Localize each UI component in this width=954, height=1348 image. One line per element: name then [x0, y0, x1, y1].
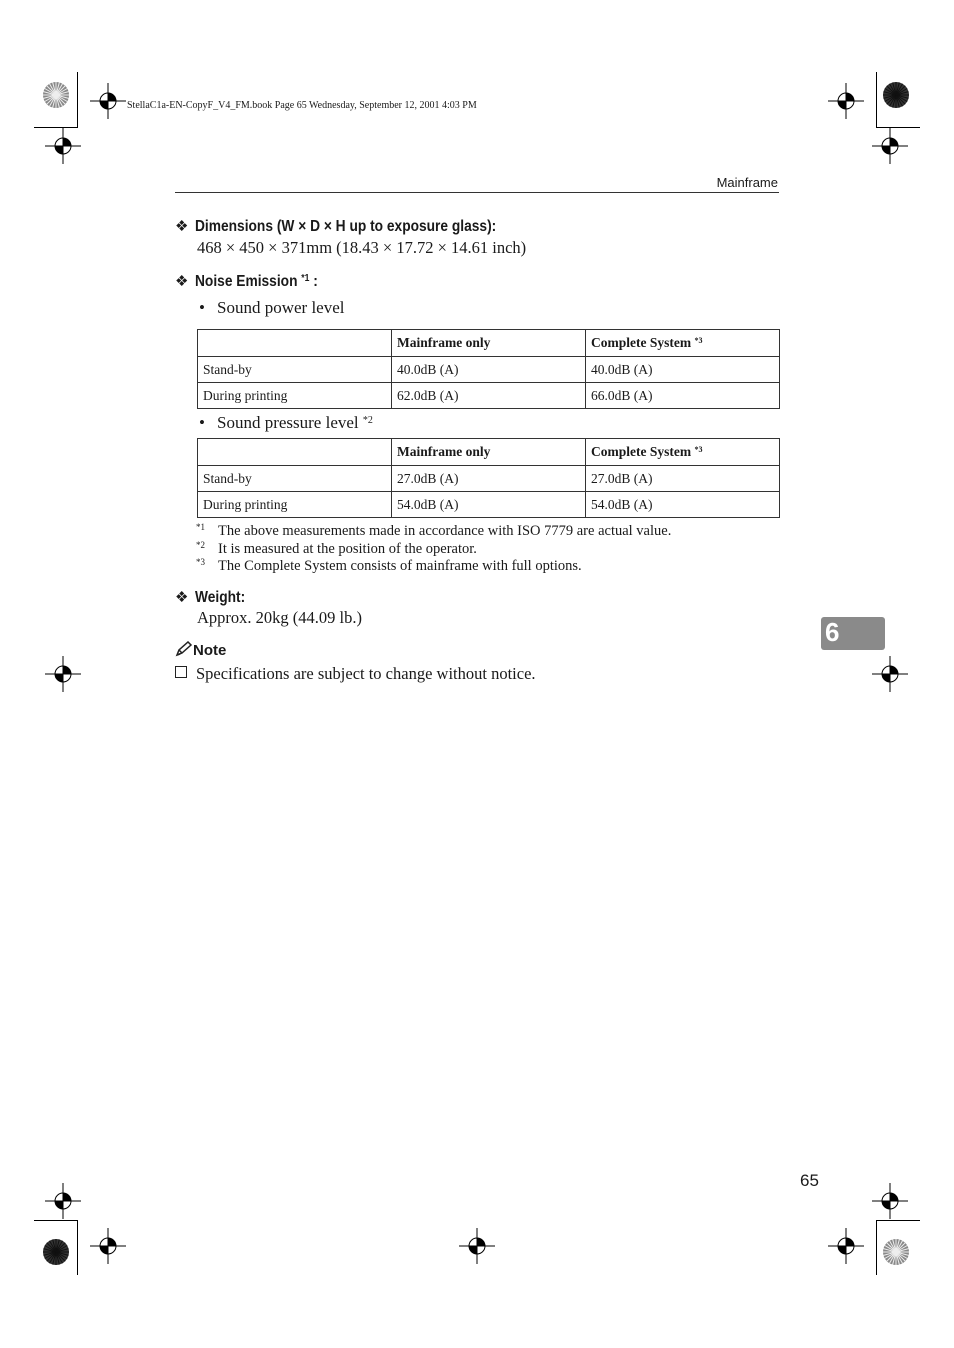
diamond-bullet-icon: ❖: [175, 590, 189, 606]
table-row: [198, 383, 780, 409]
crop-line: [876, 1220, 877, 1275]
crop-line: [876, 127, 920, 128]
footnote-ref: *1: [301, 273, 310, 284]
sound-pressure-label: • Sound pressure level $^{*2}$: [199, 413, 373, 432]
weight-heading: [175, 588, 253, 607]
table-cell: Stand-by: [198, 466, 392, 492]
footnote: *2 It is measured at the position of the operator.: [196, 540, 477, 557]
book-info-line: StellaC1a-EN-CopyF_V4_FM.book Page 65 Wednesday, September 12, 2001 4:03 PM: [127, 100, 477, 111]
registration-target-icon: [43, 654, 83, 694]
color-calibration-wheel-icon: [882, 81, 910, 109]
table-cell: 54.0dB (A): [392, 492, 586, 518]
crop-line: [77, 1220, 78, 1275]
color-calibration-wheel-icon: [42, 81, 70, 109]
table-header-cell: Mainframe only: [392, 439, 586, 466]
table-cell: 40.0dB (A): [392, 357, 586, 383]
running-header: Mainframe: [716, 175, 778, 190]
chapter-tab: 6: [821, 617, 885, 650]
weight-value: Approx. 20kg (44.09 lb.): [197, 608, 362, 627]
table-cell: 40.0dB (A): [586, 357, 780, 383]
table-cell: During printing: [198, 492, 392, 518]
noise-title: Noise Emission $^{*1}$ :: [195, 273, 318, 290]
registration-target-icon: [43, 126, 83, 166]
table-header-cell: [198, 439, 392, 466]
bullet-icon: •: [199, 298, 205, 317]
registration-target-icon: [870, 654, 910, 694]
table-header-cell: Complete System $^{*3}$: [586, 439, 780, 466]
header-rule: [175, 192, 779, 193]
noise-heading: [175, 272, 338, 291]
crop-line: [876, 72, 877, 127]
footnote-ref: *2: [362, 415, 373, 426]
table-header-cell: Mainframe only: [392, 330, 586, 357]
crop-line: [34, 127, 78, 128]
sound-pressure-table: [197, 438, 780, 518]
diamond-bullet-icon: ❖: [175, 219, 189, 235]
sound-power-table: [197, 329, 780, 409]
table-row: [198, 492, 780, 518]
note-item: Specifications are subject to change without notice.: [175, 664, 536, 684]
pencil-icon: [175, 641, 193, 657]
crop-line: [77, 72, 78, 127]
table-row: [198, 466, 780, 492]
dimensions-value: 468 × 450 × 371mm (18.43 × 17.72 × 14.61 inch): [197, 238, 527, 257]
registration-target-icon: [870, 1181, 910, 1221]
registration-target-icon: [88, 81, 128, 121]
registration-target-icon: [43, 1181, 83, 1221]
dimensions-heading: [175, 217, 545, 236]
footnote: *3 The Complete System consists of mainframe with full options.: [196, 557, 582, 574]
table-cell: 62.0dB (A): [392, 383, 586, 409]
table-row: [198, 357, 780, 383]
weight-title: Weight:: [195, 589, 246, 606]
table-cell: During printing: [198, 383, 392, 409]
page-number: 65: [800, 1171, 819, 1190]
dimensions-title: Dimensions (W × D × H up to exposure glass):: [195, 218, 497, 235]
bullet-icon: •: [199, 413, 205, 432]
table-header-row: [198, 439, 780, 466]
sound-power-label: • Sound power level: [199, 298, 345, 317]
table-header-row: [198, 330, 780, 357]
table-cell: 27.0dB (A): [392, 466, 586, 492]
color-calibration-wheel-icon: [882, 1238, 910, 1266]
table-cell: 54.0dB (A): [586, 492, 780, 518]
table-header-cell: Complete System $^{*3}$: [586, 330, 780, 357]
table-cell: 66.0dB (A): [586, 383, 780, 409]
checkbox-bullet-icon: [175, 666, 187, 678]
table-header-cell: [198, 330, 392, 357]
footnote: *1 The above measurements made in accordance with ISO 7779 are actual value.: [196, 522, 672, 539]
registration-target-icon: [870, 126, 910, 166]
color-calibration-wheel-icon: [42, 1238, 70, 1266]
registration-target-icon: [457, 1226, 497, 1266]
diamond-bullet-icon: ❖: [175, 274, 189, 290]
crop-line: [34, 1220, 78, 1221]
registration-target-icon: [88, 1226, 128, 1266]
registration-target-icon: [826, 1226, 866, 1266]
crop-line: [876, 1220, 920, 1221]
table-cell: Stand-by: [198, 357, 392, 383]
registration-target-icon: [826, 81, 866, 121]
table-cell: 27.0dB (A): [586, 466, 780, 492]
note-heading: Note: [175, 641, 226, 659]
